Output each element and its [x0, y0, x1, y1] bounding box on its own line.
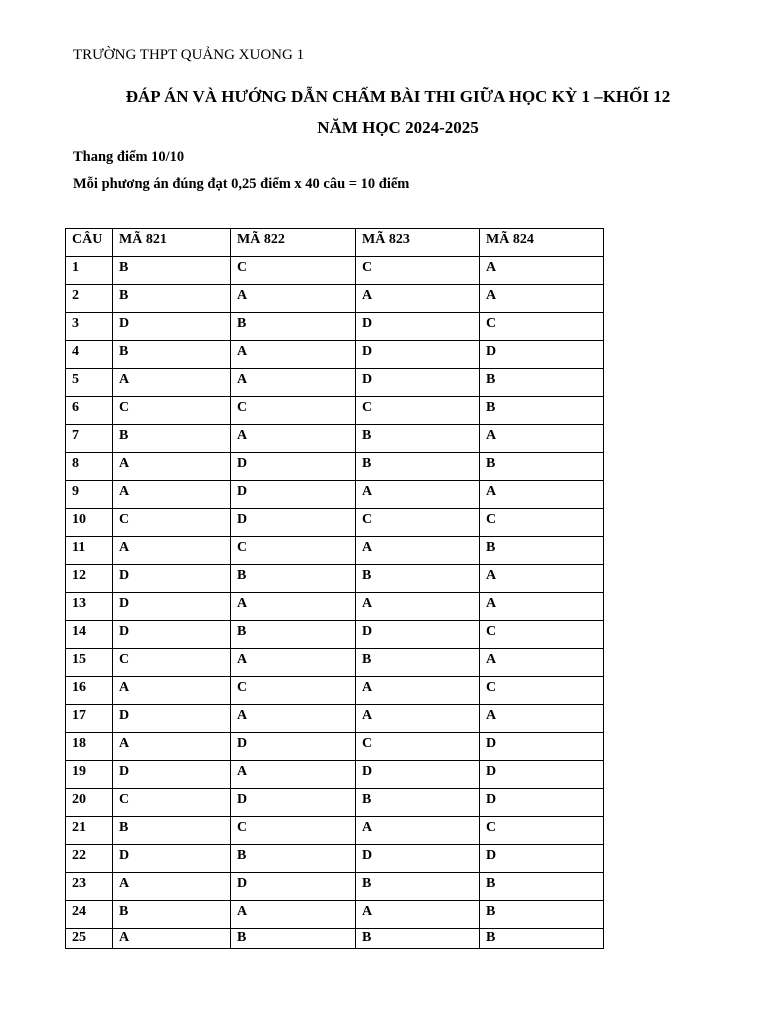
answer-824: C — [480, 677, 604, 705]
score-scale: Thang điểm 10/10 — [73, 149, 185, 165]
question-number: 5 — [66, 369, 113, 397]
answer-823: A — [356, 285, 480, 313]
answer-823: A — [356, 901, 480, 929]
answer-823: D — [356, 313, 480, 341]
answer-824: D — [480, 761, 604, 789]
question-number: 12 — [66, 565, 113, 593]
answer-824: B — [480, 453, 604, 481]
answer-822: C — [231, 537, 356, 565]
table-row — [66, 285, 604, 313]
header-code-824: MÃ 824 — [480, 229, 604, 257]
question-number: 3 — [66, 313, 113, 341]
table-row — [66, 733, 604, 761]
question-number: 19 — [66, 761, 113, 789]
table-row — [66, 565, 604, 593]
question-number: 6 — [66, 397, 113, 425]
answer-822: D — [231, 733, 356, 761]
answer-822: D — [231, 509, 356, 537]
answer-823: B — [356, 649, 480, 677]
question-number: 4 — [66, 341, 113, 369]
answer-823: D — [356, 761, 480, 789]
answer-821: D — [113, 761, 231, 789]
answer-rows — [66, 257, 604, 949]
question-number: 22 — [66, 845, 113, 873]
header-code-822: MÃ 822 — [231, 229, 356, 257]
answer-822: A — [231, 369, 356, 397]
answer-823: B — [356, 425, 480, 453]
answer-822: C — [231, 817, 356, 845]
answer-823: B — [356, 453, 480, 481]
answer-823: B — [356, 929, 480, 949]
answer-822: B — [231, 621, 356, 649]
question-number: 10 — [66, 509, 113, 537]
answer-823: A — [356, 817, 480, 845]
table-row — [66, 873, 604, 901]
answer-822: B — [231, 565, 356, 593]
answer-823: A — [356, 705, 480, 733]
answer-823: C — [356, 397, 480, 425]
answer-824: A — [480, 481, 604, 509]
answer-823: C — [356, 257, 480, 285]
table-row — [66, 425, 604, 453]
answer-824: C — [480, 621, 604, 649]
question-number: 1 — [66, 257, 113, 285]
answer-821: C — [113, 649, 231, 677]
answer-821: D — [113, 705, 231, 733]
answer-822: B — [231, 929, 356, 949]
answer-821: A — [113, 677, 231, 705]
table-row — [66, 789, 604, 817]
answer-821: B — [113, 425, 231, 453]
table-row — [66, 481, 604, 509]
answer-824: C — [480, 509, 604, 537]
answer-821: A — [113, 453, 231, 481]
answer-823: B — [356, 873, 480, 901]
answer-823: A — [356, 481, 480, 509]
answer-821: A — [113, 537, 231, 565]
answer-821: A — [113, 929, 231, 949]
answer-823: D — [356, 845, 480, 873]
answer-824: C — [480, 817, 604, 845]
question-number: 20 — [66, 789, 113, 817]
question-number: 21 — [66, 817, 113, 845]
question-number: 9 — [66, 481, 113, 509]
answer-821: D — [113, 593, 231, 621]
answer-822: A — [231, 705, 356, 733]
answer-821: B — [113, 257, 231, 285]
table-row — [66, 677, 604, 705]
document-title: ĐÁP ÁN VÀ HƯỚNG DẪN CHẤM BÀI THI GIỮA HỌC KỲ 1 –KHỐI 12 — [125, 87, 671, 106]
answer-822: C — [231, 257, 356, 285]
answer-824: A — [480, 593, 604, 621]
table-row — [66, 593, 604, 621]
answer-822: A — [231, 341, 356, 369]
question-number: 2 — [66, 285, 113, 313]
answer-823: C — [356, 733, 480, 761]
answer-821: C — [113, 789, 231, 817]
answer-823: A — [356, 677, 480, 705]
answer-824: D — [480, 845, 604, 873]
answer-822: A — [231, 285, 356, 313]
answer-821: C — [113, 397, 231, 425]
answer-824: A — [480, 257, 604, 285]
header-code-823: MÃ 823 — [356, 229, 480, 257]
answer-821: D — [113, 313, 231, 341]
table-row — [66, 257, 604, 285]
answer-823: C — [356, 509, 480, 537]
answer-824: C — [480, 313, 604, 341]
answer-key-table — [65, 228, 604, 949]
school-name: TRƯỜNG THPT QUẢNG XUONG 1 — [73, 47, 305, 63]
table-row — [66, 705, 604, 733]
answer-821: D — [113, 621, 231, 649]
question-number: 15 — [66, 649, 113, 677]
table-row — [66, 845, 604, 873]
answer-824: B — [480, 397, 604, 425]
answer-821: A — [113, 873, 231, 901]
answer-821: A — [113, 481, 231, 509]
answer-824: B — [480, 901, 604, 929]
answer-822: B — [231, 845, 356, 873]
question-number: 7 — [66, 425, 113, 453]
answer-824: B — [480, 537, 604, 565]
question-number: 13 — [66, 593, 113, 621]
question-number: 23 — [66, 873, 113, 901]
table-header-row — [66, 229, 604, 257]
answer-821: A — [113, 733, 231, 761]
question-number: 16 — [66, 677, 113, 705]
table-row — [66, 649, 604, 677]
table-row — [66, 369, 604, 397]
question-number: 24 — [66, 901, 113, 929]
school-year: NĂM HỌC 2024-2025 — [317, 118, 479, 137]
answer-822: C — [231, 397, 356, 425]
answer-821: B — [113, 341, 231, 369]
answer-824: A — [480, 565, 604, 593]
table-row — [66, 397, 604, 425]
table-row — [66, 621, 604, 649]
answer-824: D — [480, 733, 604, 761]
answer-821: B — [113, 817, 231, 845]
answer-824: A — [480, 285, 604, 313]
answer-822: A — [231, 593, 356, 621]
answer-822: A — [231, 425, 356, 453]
answer-822: D — [231, 789, 356, 817]
answer-822: D — [231, 873, 356, 901]
answer-823: B — [356, 565, 480, 593]
answer-823: A — [356, 537, 480, 565]
table-row — [66, 341, 604, 369]
header-code-821: MÃ 821 — [113, 229, 231, 257]
answer-824: A — [480, 649, 604, 677]
answer-822: A — [231, 649, 356, 677]
answer-824: B — [480, 369, 604, 397]
scoring-rule: Mỗi phương án đúng đạt 0,25 điểm x 40 câu = 10 điểm — [73, 176, 410, 192]
answer-821: D — [113, 845, 231, 873]
question-number: 8 — [66, 453, 113, 481]
answer-822: D — [231, 453, 356, 481]
answer-821: D — [113, 565, 231, 593]
answer-821: B — [113, 901, 231, 929]
table-row — [66, 929, 604, 949]
answer-823: A — [356, 593, 480, 621]
answer-822: A — [231, 901, 356, 929]
answer-823: B — [356, 789, 480, 817]
answer-824: D — [480, 789, 604, 817]
answer-821: C — [113, 509, 231, 537]
table-row — [66, 761, 604, 789]
answer-824: D — [480, 341, 604, 369]
answer-824: A — [480, 425, 604, 453]
question-number: 17 — [66, 705, 113, 733]
table-row — [66, 509, 604, 537]
answer-823: D — [356, 341, 480, 369]
table-row — [66, 901, 604, 929]
answer-822: D — [231, 481, 356, 509]
table-row — [66, 453, 604, 481]
answer-824: B — [480, 929, 604, 949]
header-question: CÂU — [66, 229, 113, 257]
answer-823: D — [356, 621, 480, 649]
answer-821: A — [113, 369, 231, 397]
question-number: 14 — [66, 621, 113, 649]
table-row — [66, 817, 604, 845]
question-number: 25 — [66, 929, 113, 949]
answer-824: B — [480, 873, 604, 901]
answer-822: A — [231, 761, 356, 789]
question-number: 11 — [66, 537, 113, 565]
answer-824: A — [480, 705, 604, 733]
answer-822: B — [231, 313, 356, 341]
answer-823: D — [356, 369, 480, 397]
table-row — [66, 313, 604, 341]
question-number: 18 — [66, 733, 113, 761]
answer-822: C — [231, 677, 356, 705]
answer-821: B — [113, 285, 231, 313]
table-row — [66, 537, 604, 565]
